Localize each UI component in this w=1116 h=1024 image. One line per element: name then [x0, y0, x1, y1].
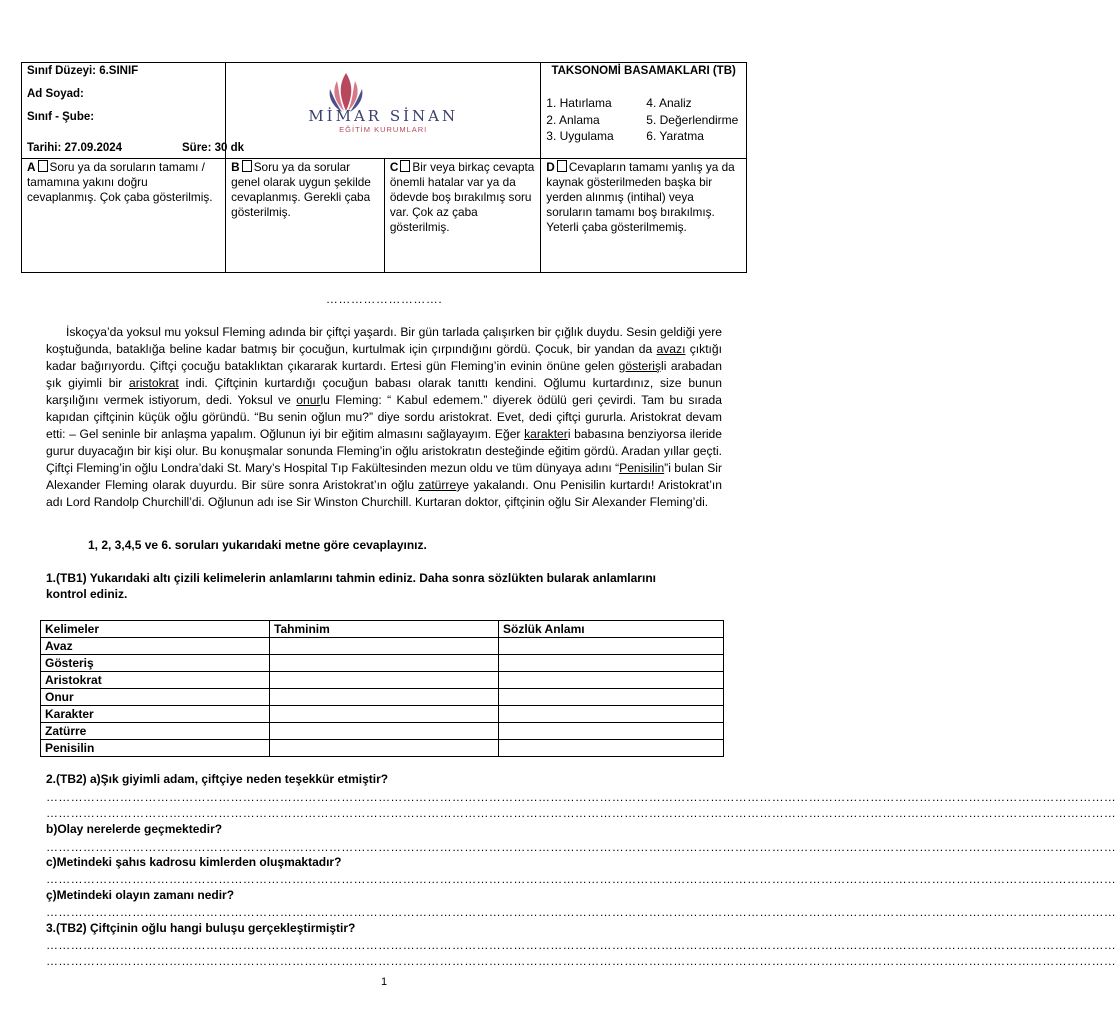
- dictionary-cell[interactable]: [499, 740, 724, 757]
- passage-text: İskoçya’da yoksul mu yoksul Fleming adında bir çiftçi yaşardı. Bir gün tarlada çalışırken bir çığlık duydu. Sesin geldiği yere koştuğunda, bataklığa beline kadar batmış bir çocuğun, kurtulmak için çırpındığını gördü. Çocuk, bir yandan da: [46, 325, 722, 356]
- header-table: [21, 62, 747, 273]
- vocab-word: Aristokrat: [41, 672, 270, 689]
- grade-text: Soru ya da soruların tamamı / tamamına yakını doğru cevaplanmış. Çok çaba gösterilmiş.: [27, 160, 213, 204]
- taxonomy-title: TAKSONOMİ BASAMAKLARI (TB): [551, 65, 736, 77]
- underlined-word: aristokrat: [129, 376, 179, 390]
- vocab-word: Avaz: [41, 638, 270, 655]
- checkbox-glyph-icon: [557, 160, 567, 172]
- guess-cell[interactable]: [270, 655, 499, 672]
- guess-cell[interactable]: [270, 638, 499, 655]
- question-3: 3.(TB2) Çiftçinin oğlu hangi buluşu gerçekleştirmiştir?: [46, 921, 356, 935]
- grade-c-cell: [384, 159, 540, 273]
- table-header-row: [41, 621, 724, 638]
- table-row: [41, 655, 724, 672]
- question-2a: 2.(TB2) a)Şık giyimli adam, çiftçiye neden teşekkür etmiştir?: [46, 772, 389, 786]
- underlined-word: gösteriş: [618, 359, 662, 373]
- vocab-word: Penisilin: [41, 740, 270, 757]
- reading-passage: [46, 324, 722, 511]
- grade-letter: B: [231, 160, 240, 174]
- logo-sub-text: EĞİTİM KURUMLARI: [339, 125, 428, 134]
- dictionary-cell[interactable]: [499, 723, 724, 740]
- dictionary-cell[interactable]: [499, 672, 724, 689]
- taxonomy-cell: [541, 63, 747, 159]
- vocab-word: Onur: [41, 689, 270, 706]
- guess-cell[interactable]: [270, 672, 499, 689]
- grade-text: Bir veya birkaç cevapta önemli hatalar var ya da ödevde boş bırakılmış soru var. Çok az çaba gösterilmiş.: [389, 160, 535, 234]
- title-placeholder: ……………………….: [325, 292, 443, 306]
- guess-cell[interactable]: [270, 740, 499, 757]
- underlined-word: onur: [296, 393, 321, 407]
- checkbox-glyph-icon: [400, 160, 410, 172]
- underlined-word: Penisilin: [619, 461, 665, 475]
- taxonomy-item: 6. Yaratma: [646, 129, 704, 143]
- taxonomy-item: 1. Hatırlama: [546, 96, 612, 110]
- taxonomy-item: 4. Analiz: [646, 96, 692, 110]
- vocabulary-table: [40, 620, 724, 757]
- underlined-word: zatürre: [418, 478, 457, 492]
- logo-main-text: MİMAR SİNAN: [308, 107, 459, 125]
- question-1-line1: 1.(TB1) Yukarıdaki altı çizili kelimelerin anlamlarını tahmin ediniz. Daha sonra sözlükten bularak anlamlarını: [46, 571, 656, 585]
- grade-level: Sınıf Düzeyi: 6.SINIF: [27, 65, 139, 77]
- answer-line[interactable]: ………………………………………………………………………………………………………………………………………………………………………………………………………………………………………: [46, 954, 1116, 968]
- passage-text: çıktığı kadar bağırıyordu. Çiftçi çocuğu bataklıktan çıkararak kurtardı. Ertesi gün Fleming’in evinin önüne gelen: [46, 342, 723, 373]
- vocab-word: Gösteriş: [41, 655, 270, 672]
- dictionary-cell[interactable]: [499, 706, 724, 723]
- table-row: [41, 723, 724, 740]
- question-2b: b)Olay nerelerde geçmektedir?: [46, 822, 223, 836]
- answer-line[interactable]: ………………………………………………………………………………………………………………………………………………………………………………………………………………………………………: [46, 806, 1116, 820]
- guess-cell[interactable]: [270, 689, 499, 706]
- taxonomy-item: 2. Anlama: [546, 113, 600, 127]
- grade-a-cell: [22, 159, 226, 273]
- duration-label: Süre: 30 dk: [182, 142, 244, 154]
- grade-b-cell: [226, 159, 385, 273]
- question-2d: ç)Metindeki olayın zamanı nedir?: [46, 888, 235, 902]
- answer-line[interactable]: ………………………………………………………………………………………………………………………………………………………………………………………………………………………………………: [46, 790, 1116, 804]
- answer-line[interactable]: ………………………………………………………………………………………………………………………………………………………………………………………………………………………………………: [46, 905, 1116, 919]
- passage-text: li arabadan şık giyimli bir: [46, 359, 723, 390]
- column-header: Tahminim: [270, 621, 499, 638]
- dictionary-cell[interactable]: [499, 655, 724, 672]
- checkbox-glyph-icon: [38, 160, 48, 172]
- name-label: Ad Soyad:: [27, 88, 84, 100]
- grade-d-cell: [541, 159, 747, 273]
- answer-line[interactable]: ………………………………………………………………………………………………………………………………………………………………………………………………………………………………………: [46, 840, 1116, 854]
- passage-text: ye yakalandı. Onu Penisilin kurtardı! Aristokrat’ın adı Lord Randolp Churchill’di. Oğlunun adı ise Sir Winston Churchill. Kurtaran doktor, çiftçinin oğlu Sir Alexander Fleming’di.: [46, 478, 723, 509]
- grade-letter: A: [27, 160, 36, 174]
- passage-text: indi. Çiftçinin kurtardığı çocuğun babası olarak tanıttı kendini. Oğlumu kurtardınız, size bunun karşılığını vermek istiyorum, dedi. Yoksul ve: [46, 376, 722, 407]
- checkbox-glyph-icon: [242, 160, 252, 172]
- date-label: Tarihi: 27.09.2024: [27, 142, 123, 154]
- student-info-cell: [22, 63, 244, 159]
- table-row: [41, 689, 724, 706]
- guess-cell[interactable]: [270, 706, 499, 723]
- underlined-word: avazı: [656, 342, 686, 356]
- table-row: [41, 706, 724, 723]
- grading-row: [22, 159, 747, 273]
- dictionary-cell[interactable]: [499, 689, 724, 706]
- passage-text: i babasına benziyorsa ileride gurur duyacağın bir kişi olur. Bu konuşmalar sonunda Fleming’in oğlu aristokratın desteğinde eğitim gördü. Aradan yıllar geçti. Çiftçi Fleming’in oğlu Londra’daki St. Mary’s Hospital Tıp Fakültesinden mezun oldu ve tüm dünyaya adını “: [46, 427, 722, 475]
- underlined-word: karakter: [524, 427, 568, 441]
- question-2c: c)Metindeki şahıs kadrosu kimlerden oluşmaktadır?: [46, 855, 342, 869]
- instruction-text: 1, 2, 3,4,5 ve 6. soruları yukarıdaki metne göre cevaplayınız.: [88, 538, 427, 552]
- question-1-line2: kontrol ediniz.: [46, 587, 128, 601]
- table-row: [41, 638, 724, 655]
- taxonomy-item: 3. Uygulama: [546, 129, 614, 143]
- vocab-word: Zatürre: [41, 723, 270, 740]
- grade-text: Soru ya da sorular genel olarak uygun şekilde cevaplanmış. Gerekli çaba gösterilmiş.: [231, 160, 371, 219]
- column-header: Kelimeler: [41, 621, 270, 638]
- column-header: Sözlük Anlamı: [499, 621, 724, 638]
- passage-text: ”i bulan Sir Alexander Fleming olarak duyurdu. Bir süre sonra Aristokrat’ın oğlu: [46, 461, 722, 492]
- answer-line[interactable]: ………………………………………………………………………………………………………………………………………………………………………………………………………………………………………: [46, 872, 1116, 886]
- dictionary-cell[interactable]: [499, 638, 724, 655]
- vocab-word: Karakter: [41, 706, 270, 723]
- table-row: [41, 740, 724, 757]
- page-number: 1: [380, 976, 388, 988]
- taxonomy-item: 5. Değerlendirme: [646, 113, 739, 127]
- grade-letter: C: [389, 160, 399, 174]
- grade-letter: D: [546, 160, 555, 174]
- answer-line[interactable]: ………………………………………………………………………………………………………………………………………………………………………………………………………………………………………: [46, 938, 1116, 952]
- guess-cell[interactable]: [270, 723, 499, 740]
- logo-cell: [226, 63, 541, 159]
- table-row: [41, 672, 724, 689]
- passage-text: lu Fleming: “ Kabul edemem.” diyerek ödülü geri çevirdi. Tam bu sırada kapıdan çiftçinin küçük oğlu göründü. “Bu senin oğlun mu?” diye sordu aristokrat. Evet, dedi çiftçi gururla. Aristokrat devam etti: – Gel seninle bir anlaşma yapalım. Oğlunun iyi bir eğitim almasını sağlayayım. Eğer: [46, 393, 722, 441]
- grade-text: Cevapların tamamı yanlış ya da kaynak gösterilmeden başka bir yerden alınmış (intihal) veya soruların tamamı boş bırakılmış. Yeterli çaba gösterilmemiş.: [546, 160, 735, 234]
- class-section-label: Sınıf - Şube:: [27, 111, 95, 123]
